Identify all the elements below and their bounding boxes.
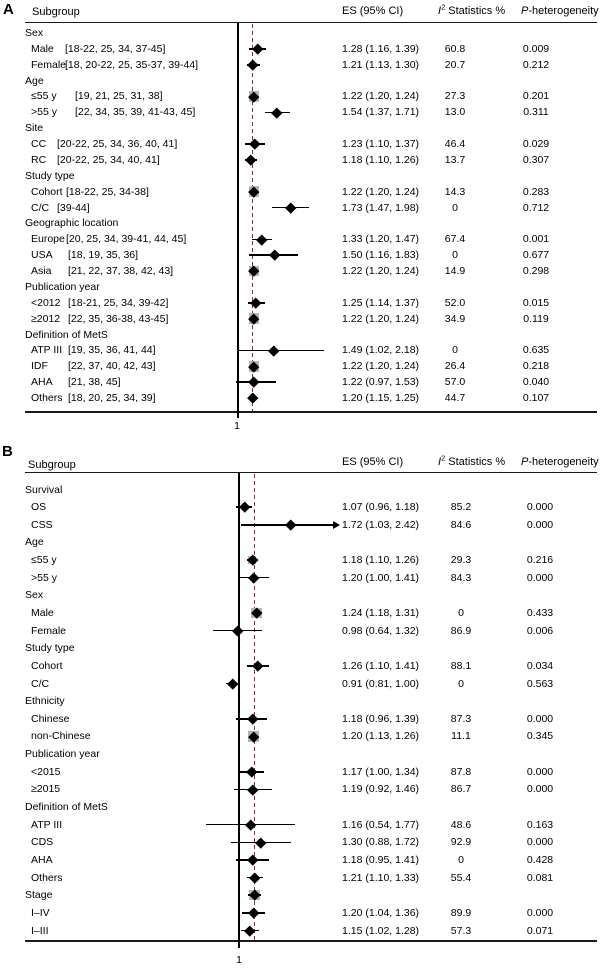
subgroup-item-label: non-Chinese	[31, 730, 91, 743]
effect-diamond	[245, 925, 256, 936]
subgroup-item-label: Female	[31, 58, 67, 71]
es-value: 1.23 (1.10, 1.37)	[342, 138, 420, 151]
effect-diamond	[246, 819, 257, 830]
axis-tick-label: 1	[236, 954, 242, 966]
p-symbol: P	[521, 5, 529, 17]
p-value: 0.428	[526, 853, 554, 866]
p-symbol: P	[521, 456, 529, 468]
column-header-subgroup: Subgroup	[28, 459, 76, 471]
es-value: 1.07 (0.96, 1.18)	[342, 501, 420, 514]
ci-arrow-icon	[333, 521, 340, 529]
es-value: 1.21 (1.13, 1.30)	[342, 58, 420, 71]
effect-diamond	[248, 784, 259, 795]
subgroup-category-label: Sex	[25, 27, 44, 39]
p-value: 0.015	[522, 296, 550, 309]
column-header-subgroup: Subgroup	[32, 6, 80, 18]
i2-value: 26.4	[444, 360, 466, 373]
i2-value: 89.9	[450, 906, 472, 919]
subgroup-item-label: ATP III	[31, 344, 63, 357]
i2-statistics-text: Statistics %	[445, 5, 506, 17]
study-refs: [21, 38, 45]	[68, 376, 121, 389]
subgroup-item-label: C/C	[31, 201, 50, 214]
study-refs: [22, 37, 40, 42, 43]	[68, 360, 156, 373]
i2-value: 14.9	[444, 265, 466, 278]
es-value: 1.18 (1.10, 1.26)	[342, 554, 420, 567]
es-value: 1.22 (1.20, 1.24)	[342, 312, 420, 325]
i2-value: 0	[452, 344, 458, 357]
p-value: 0.107	[522, 392, 550, 404]
p-value: 0.000	[526, 906, 554, 919]
study-refs: [20-22, 25, 34, 40, 41]	[57, 153, 160, 166]
study-refs: [20, 25, 34, 39-41, 44, 45]	[66, 233, 187, 246]
i2-value: 0	[458, 677, 464, 690]
p-value: 0.212	[522, 58, 550, 71]
p-value: 0.009	[522, 42, 550, 55]
subgroup-item-label: Others	[31, 871, 63, 884]
p-value: 0.433	[526, 606, 554, 619]
p-value: 0.563	[526, 677, 554, 690]
p-value: 0.040	[522, 376, 550, 389]
i2-value: 27.3	[444, 90, 466, 103]
effect-diamond	[253, 661, 264, 672]
subgroup-category-label: Age	[25, 74, 44, 87]
es-value: 1.15 (1.02, 1.28)	[342, 924, 420, 937]
i2-value: 84.6	[450, 518, 472, 531]
subgroup-item-label: AHA	[31, 853, 53, 866]
i2-value: 55.4	[450, 871, 472, 884]
i2-value: 92.9	[450, 836, 472, 849]
panel-a-letter: A	[3, 1, 14, 18]
p-value: 0.029	[522, 138, 550, 151]
subgroup-item-label: USA	[31, 249, 53, 262]
subgroup-item-label: IDF	[31, 360, 48, 373]
i2-value: 13.7	[444, 153, 466, 166]
es-value: 1.22 (1.20, 1.24)	[342, 265, 420, 278]
i2-value: 0	[452, 249, 458, 262]
es-value: 1.18 (0.95, 1.41)	[342, 853, 420, 866]
p-value: 0.000	[526, 518, 554, 531]
subgroup-item-label: C/C	[31, 677, 50, 690]
i2-value: 0	[452, 201, 458, 214]
i2-value: 87.8	[450, 765, 472, 778]
p-value: 0.345	[526, 730, 554, 743]
subgroup-category-label: Publication year	[25, 748, 100, 761]
study-refs: [19, 35, 36, 41, 44]	[68, 344, 156, 357]
effect-diamond	[228, 678, 239, 689]
subgroup-item-label: Chinese	[31, 712, 70, 725]
es-value: 1.24 (1.18, 1.31)	[342, 606, 420, 619]
study-refs: [22, 35, 36-38, 43-45]	[68, 312, 169, 325]
es-value: 1.17 (1.00, 1.34)	[342, 765, 420, 778]
study-refs: [18, 20-22, 25, 35-37, 39-44]	[65, 58, 199, 71]
i2-superscript: 2	[441, 453, 446, 463]
es-value: 1.22 (0.97, 1.53)	[342, 376, 420, 389]
es-value: 1.16 (0.54, 1.77)	[342, 818, 420, 831]
subgroup-item-label: AHA	[31, 376, 53, 389]
subgroup-category-label: Geographic location	[25, 217, 119, 230]
subgroup-category-label: Study type	[25, 169, 75, 182]
subgroup-item-label: CC	[31, 138, 47, 151]
column-header-es: ES (95% CI)	[342, 5, 404, 17]
p-value: 0.163	[526, 818, 554, 831]
p-value: 0.000	[526, 765, 554, 778]
p-value: 0.677	[522, 249, 550, 262]
i2-value: 88.1	[450, 659, 472, 672]
i2-value: 29.3	[450, 554, 472, 567]
p-value: 0.000	[526, 836, 554, 849]
subgroup-item-label: ≥2012	[31, 312, 61, 325]
study-refs: [18, 20, 25, 34, 39]	[68, 392, 156, 404]
es-value: 1.22 (1.20, 1.24)	[342, 90, 420, 103]
study-refs: [18-22, 25, 34-38]	[66, 185, 149, 198]
study-refs: [20-22, 25, 34, 36, 40, 41]	[57, 138, 178, 151]
p-value: 0.071	[526, 924, 554, 937]
es-value: 1.30 (0.88, 1.72)	[342, 836, 420, 849]
subgroup-item-label: ≤55 y	[31, 90, 57, 103]
es-value: 1.18 (0.96, 1.39)	[342, 712, 420, 725]
es-value: 1.19 (0.92, 1.46)	[342, 783, 420, 796]
i2-value: 85.2	[450, 501, 472, 514]
p-value: 0.311	[523, 106, 549, 119]
p-value: 0.081	[526, 871, 554, 884]
subgroup-item-label: Europe	[31, 233, 65, 246]
effect-diamond	[248, 572, 259, 583]
subgroup-item-label: >55 y	[31, 106, 57, 119]
p-value: 0.218	[522, 360, 550, 373]
study-refs: [39-44]	[57, 201, 90, 214]
subgroup-item-label: ≤55 y	[31, 554, 57, 567]
subgroup-item-label: <2012	[31, 296, 61, 309]
effect-diamond	[233, 625, 244, 636]
es-value: 1.26 (1.10, 1.41)	[342, 659, 420, 672]
p-value: 0.635	[522, 344, 550, 357]
i2-value: 57.0	[444, 376, 466, 389]
es-value: 1.20 (1.15, 1.25)	[342, 392, 420, 404]
es-value: 1.25 (1.14, 1.37)	[342, 296, 420, 309]
p-value: 0.307	[522, 153, 550, 166]
i2-value: 0	[458, 853, 464, 866]
study-refs: [19, 21, 25, 31, 38]	[75, 90, 163, 103]
i2-value: 0	[458, 606, 464, 619]
es-value: 1.73 (1.47, 1.98)	[342, 201, 420, 214]
i2-value: 86.9	[450, 624, 472, 637]
i2-statistics-text: Statistics %	[445, 456, 506, 468]
p-value: 0.001	[522, 233, 550, 246]
subgroup-item-label: OS	[31, 501, 47, 514]
axis-tick-label: 1	[234, 420, 240, 432]
es-value: 1.20 (1.00, 1.41)	[342, 571, 420, 584]
subgroup-item-label: <2015	[31, 765, 61, 778]
study-refs: [21, 22, 37, 38, 42, 43]	[68, 265, 174, 278]
subgroup-item-label: CDS	[31, 836, 54, 849]
subgroup-item-label: Male	[31, 606, 54, 619]
i2-value: 46.4	[444, 138, 466, 151]
es-value: 1.54 (1.37, 1.71)	[342, 106, 420, 119]
subgroup-item-label: ATP III	[31, 818, 63, 831]
effect-diamond	[249, 872, 260, 883]
p-value: 0.034	[526, 659, 554, 672]
i2-value: 11.1	[451, 730, 471, 743]
p-value: 0.216	[526, 554, 554, 567]
effect-diamond	[246, 766, 257, 777]
subgroup-item-label: RC	[31, 153, 47, 166]
p-value: 0.712	[522, 201, 550, 214]
i2-superscript: 2	[441, 2, 446, 12]
effect-diamond	[247, 714, 258, 725]
i2-value: 20.7	[444, 58, 466, 71]
es-value: 1.72 (1.03, 2.42)	[342, 518, 420, 531]
study-refs: [18, 19, 35, 36]	[68, 249, 139, 262]
subgroup-item-label: Others	[31, 392, 63, 404]
es-value: 1.22 (1.20, 1.24)	[342, 360, 420, 373]
effect-diamond	[256, 837, 267, 848]
i2-value: 86.7	[450, 783, 472, 796]
es-value: 1.21 (1.10, 1.33)	[342, 871, 420, 884]
p-value: 0.283	[522, 185, 550, 198]
es-value: 1.50 (1.16, 1.83)	[342, 249, 420, 262]
panel-b-letter: B	[2, 443, 13, 460]
p-value: 0.119	[523, 312, 549, 325]
es-value: 1.20 (1.13, 1.26)	[342, 730, 420, 743]
subgroup-item-label: Cohort	[31, 185, 63, 198]
p-value: 0.000	[526, 501, 554, 514]
subgroup-category-label: Age	[25, 536, 44, 549]
es-value: 0.91 (0.81, 1.00)	[342, 677, 420, 690]
subgroup-category-label: Site	[25, 122, 44, 135]
i2-value: 13.0	[444, 106, 466, 119]
p-value: 0.000	[526, 712, 554, 725]
es-value: 1.20 (1.04, 1.36)	[342, 906, 420, 919]
es-value: 1.49 (1.02, 2.18)	[342, 344, 420, 357]
i2-value: 67.4	[444, 233, 466, 246]
es-value: 1.18 (1.10, 1.26)	[342, 153, 420, 166]
i2-value: 34.9	[444, 312, 466, 325]
subgroup-item-label: Male	[31, 42, 54, 55]
effect-diamond	[248, 908, 259, 919]
p-heterogeneity-text: -heterogeneity	[528, 5, 599, 17]
subgroup-item-label: I–III	[31, 924, 49, 937]
es-value: 1.22 (1.20, 1.24)	[342, 185, 420, 198]
subgroup-category-label: Definition of MetS	[25, 801, 108, 814]
subgroup-category-label: Study type	[25, 642, 75, 655]
p-value: 0.000	[526, 783, 554, 796]
subgroup-item-label: Asia	[31, 265, 52, 278]
subgroup-item-label: ≥2015	[31, 783, 61, 796]
subgroup-item-label: Female	[31, 624, 67, 637]
es-value: 1.33 (1.20, 1.47)	[342, 233, 420, 246]
p-value: 0.006	[526, 624, 554, 637]
i2-value: 52.0	[444, 296, 466, 309]
i2-symbol: I	[438, 5, 442, 17]
effect-diamond	[239, 502, 250, 513]
subgroup-item-label: I–IV	[31, 906, 50, 919]
study-refs: [18-21, 25, 34, 39-42]	[68, 296, 169, 309]
i2-value: 87.3	[450, 712, 472, 725]
i2-value: 57.3	[450, 924, 472, 937]
study-refs: [18-22, 25, 34, 37-45]	[65, 42, 166, 55]
i2-symbol: I	[438, 456, 442, 468]
i2-value: 48.6	[450, 818, 472, 831]
subgroup-item-label: CSS	[31, 518, 53, 531]
subgroup-category-label: Sex	[25, 589, 44, 602]
p-heterogeneity-text: -heterogeneity	[528, 456, 599, 468]
effect-diamond	[247, 855, 258, 866]
study-refs: [22, 34, 35, 39, 41-43, 45]	[75, 106, 196, 119]
subgroup-category-label: Publication year	[25, 280, 100, 293]
subgroup-category-label: Definition of MetS	[25, 328, 108, 341]
i2-value: 44.7	[444, 392, 466, 404]
i2-value: 84.3	[450, 571, 472, 584]
subgroup-item-label: >55 y	[31, 571, 57, 584]
subgroup-item-label: Cohort	[31, 659, 63, 672]
subgroup-category-label: Ethnicity	[25, 695, 65, 708]
p-value: 0.201	[522, 90, 550, 103]
i2-value: 14.3	[444, 185, 466, 198]
subgroup-category-label: Survival	[25, 483, 63, 496]
subgroup-category-label: Stage	[25, 889, 53, 902]
column-header-es: ES (95% CI)	[342, 456, 404, 468]
p-value: 0.298	[522, 265, 550, 278]
es-value: 1.28 (1.16, 1.39)	[342, 42, 420, 55]
effect-diamond	[286, 519, 297, 530]
p-value: 0.000	[526, 571, 554, 584]
es-value: 0.98 (0.64, 1.32)	[342, 624, 420, 637]
i2-value: 60.8	[444, 42, 466, 55]
